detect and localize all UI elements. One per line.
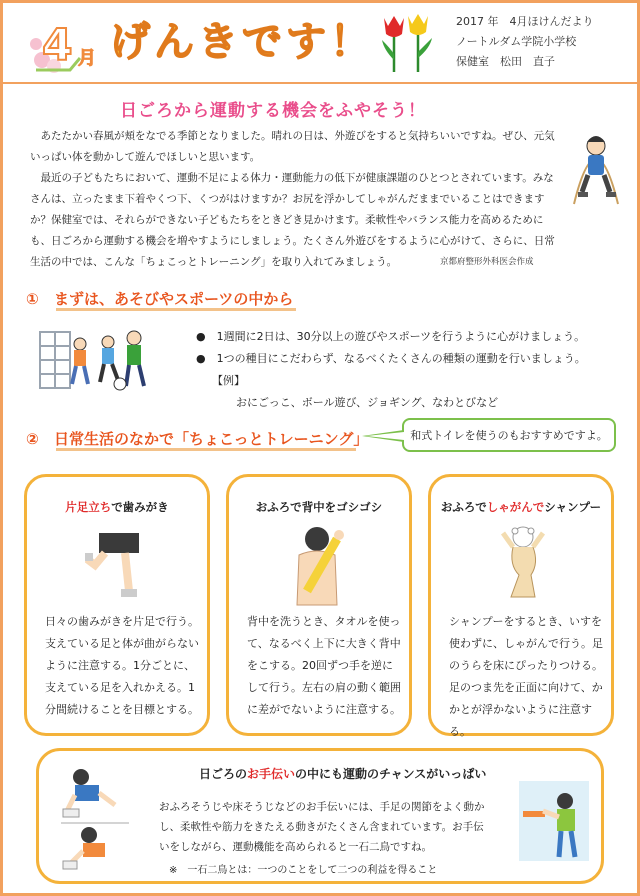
card-3-title-red: しゃがんで	[486, 500, 545, 514]
callout-box	[402, 418, 616, 452]
bullet-list	[196, 326, 586, 414]
proverb-note: ※ 一石二鳥とは：一つのことをして二つの利益を得ること	[169, 865, 438, 876]
back-scrub-icon	[287, 525, 357, 607]
header-info	[456, 12, 594, 72]
card-squat-shampoo	[428, 474, 614, 736]
chores-title	[199, 765, 486, 782]
jump-rope-child-icon	[566, 124, 626, 214]
card-2-title-pre: おふろで	[255, 500, 302, 514]
month-kanji: 月	[78, 48, 96, 69]
bullet-1: ● 1週間に2日は、30分以上の遊びやスポーツを行うように心がけましょう。	[196, 330, 586, 343]
card-1-title-rest: で歯みがき	[111, 500, 169, 514]
heading-2	[26, 428, 368, 449]
heading-2-underline	[56, 448, 356, 451]
author-line: 保健室 松田 直子	[456, 55, 555, 68]
school-name: ノートルダム学院小学校	[456, 35, 577, 48]
example-text: おにごっこ、ボール遊び、ジョギング、なわとびなど	[236, 396, 499, 409]
children-playing-icon	[34, 322, 154, 394]
intro-paragraph-1: あたたかい春風が頬をなでる季節となりました。晴れの日は、外遊びをすると気持ちいいですね。ぜひ、元気いっぱい体を動かして遊んでほしいと思います。	[30, 130, 555, 163]
header-divider	[3, 82, 637, 84]
card-back-scrub	[226, 474, 412, 736]
month-number: 4	[42, 20, 73, 71]
heading-1-text: まずは、あそびやスポーツの中から	[53, 290, 294, 308]
card-2-title	[229, 499, 409, 515]
card-2-title-main: 背中をゴシゴシ	[301, 500, 383, 514]
one-leg-stand-icon	[85, 525, 155, 607]
heading-2-number: ②	[26, 430, 39, 448]
heading-1-number: ①	[26, 290, 39, 308]
card-1-title	[27, 499, 207, 515]
tulip-icon	[378, 10, 434, 74]
squat-shampoo-icon	[489, 525, 559, 607]
card-1-title-red: 片足立ち	[65, 500, 112, 514]
chores-box	[36, 748, 604, 884]
chores-title-red: お手伝い	[247, 767, 296, 781]
newsletter-title: げんきです！	[110, 19, 374, 65]
card-one-leg-brushing	[24, 474, 210, 736]
month-badge	[30, 14, 100, 74]
card-2-text: 背中を洗うとき、タオルを使って、なるべく上下に大きく背中をこする。20回ずつ手を逆にして行う。左右の肩の動く範囲に差がでないように注意する。	[247, 615, 401, 716]
intro-text	[30, 126, 560, 273]
bath-cleaning-icon	[519, 781, 589, 861]
card-1-text: 日々の歯みがきを片足で行う。支えている足と体が曲がらないように注意する。1分ごとに、支えている足を入れかえる。1分間続けることを目標とする。	[45, 615, 199, 716]
floor-cleaning-icon	[59, 765, 145, 877]
heading-1-underline	[56, 308, 296, 311]
chores-text: おふろそうじや床そうじなどのお手伝いには、手足の関節をよく動かし、柔軟性や筋力をきたえる動きがたくさん含まれています。お手伝いをしながら、運動機能を高められると一石二鳥ですね。	[159, 801, 485, 853]
section-title: 日ごろから運動する機会をふやそう！	[120, 101, 426, 121]
issue-line: 2017 年 4月ほけんだより	[456, 15, 594, 28]
intro-paragraph-2: 最近の子どもたちにおいて、運動不足による体力・運動能力の低下が健康課題のひとつとされています。みなさんは、立ったまま下着やくつ下、くつがはけますか？お尻を浮かしてしゃがんだままでいることはできますか？保健室では、それらができない子どもたちをときどき見かけます。柔軟性やバランス能力を高めるためにも、日ごろから運動する機会を増やすようにしましょう。たくさん外遊びをするように心がけて、さらに、日常生活の中では、こんな「ちょこっとトレーニング」を取り入れてみましょう。	[30, 172, 555, 268]
bullet-2: ● 1つの種目にこだわらず、なるべくたくさんの種類の運動を行いましょう。	[196, 352, 586, 365]
card-3-title	[431, 499, 611, 515]
credit-text: 京都府整形外科医会作成	[440, 257, 534, 267]
card-3-title-rest: シャンプー	[544, 500, 602, 514]
callout-text: 和式トイレを使うのもおすすめですよ。	[410, 429, 608, 442]
heading-1	[26, 288, 293, 309]
callout-tail-inner	[366, 432, 404, 440]
chores-title-pre: 日ごろの	[199, 767, 248, 781]
chores-title-rest: の中にも運動のチャンスがいっぱい	[295, 767, 487, 781]
example-label: 【例】	[212, 374, 245, 387]
card-3-title-pre: おふろで	[440, 500, 487, 514]
heading-2-text: 日常生活のなかで「ちょこっとトレーニング」	[53, 430, 369, 448]
card-3-text: シャンプーをするとき、いすを使わずに、しゃがんで行う。足のうらを床にぴったりつける。足のつま先を正面に向けて、かかとが浮かないように注意する。	[449, 615, 603, 738]
